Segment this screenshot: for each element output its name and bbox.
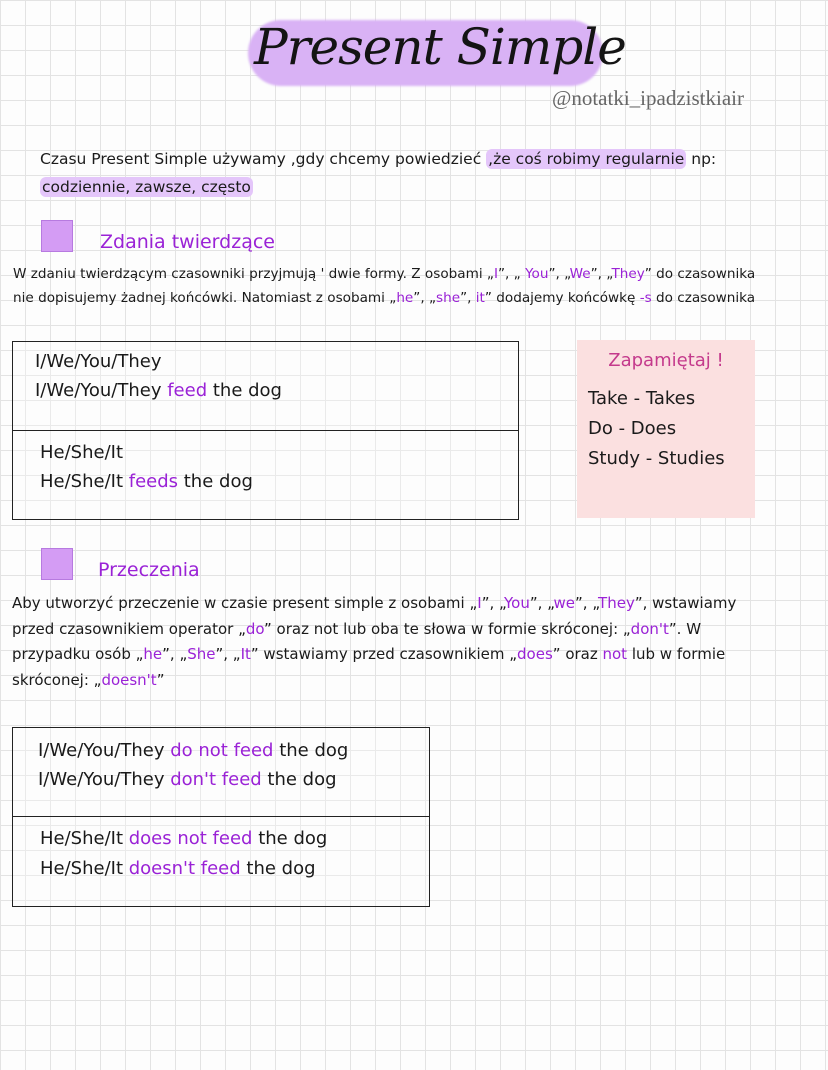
text: ” wstawiamy przed czasownikiem „ (250, 645, 518, 663)
text: They (611, 266, 645, 282)
text: W zdaniu twierdzącym czasowniki przyjmują ' dwie formy. Z osobami „ (13, 266, 494, 282)
table-subject: He/She/It (40, 442, 124, 463)
text: ”, „ (575, 594, 599, 612)
text: -s (639, 290, 652, 306)
text: He/She/It (40, 858, 129, 879)
text: do (245, 620, 265, 638)
remember-item: Do - Does (588, 418, 677, 439)
text: ”, „ (215, 645, 241, 663)
remember-title: Zapamiętaj ! (608, 350, 724, 371)
table-row (13, 430, 518, 519)
text: It (240, 645, 251, 663)
table-row (13, 816, 429, 906)
text: the dog (252, 828, 328, 849)
text: We (569, 266, 591, 282)
text: przypadku osób „ (12, 645, 144, 663)
table-row (13, 728, 429, 816)
text: You (504, 594, 530, 612)
text: we (553, 594, 576, 612)
text: ” dodajemy końcówkę (484, 290, 640, 306)
verb: do not feed (170, 740, 274, 761)
text: ”, „ (548, 266, 570, 282)
section-paragraph-line (13, 262, 755, 287)
text: He/She/It (40, 471, 129, 492)
text: ”, „ (413, 290, 437, 306)
text: Aby utworzyć przeczenie w czasie present simple z osobami „ (12, 594, 478, 612)
section-paragraph-line (12, 591, 736, 617)
text: ”, „ (498, 266, 526, 282)
table-example (38, 769, 337, 790)
section-marker (41, 548, 73, 580)
table-example (40, 471, 253, 492)
remember-box (577, 340, 755, 518)
text: ”, „ (162, 645, 188, 663)
text: he (396, 290, 414, 306)
verb: does not feed (128, 828, 253, 849)
section-paragraph-line (12, 617, 701, 643)
negative-table (12, 727, 430, 907)
author-handle: @notatki_ipadzistkiair (552, 86, 744, 110)
text: They (598, 594, 635, 612)
table-example (35, 380, 282, 401)
text: nie dopisujemy żadnej końcówki. Natomiast z osobami „ (13, 290, 397, 306)
table-subject: I/We/You/They (35, 351, 162, 372)
text: ”, „ (481, 594, 505, 612)
text: do czasownika (651, 290, 756, 306)
text: przed czasownikiem operator „ (12, 620, 246, 638)
text: skróconej: „ (12, 671, 102, 689)
text: I/We/You/They (35, 380, 168, 401)
text: the dog (261, 769, 337, 790)
affirmative-table (12, 341, 519, 520)
text: not (602, 645, 628, 663)
text: lub w formie (627, 645, 726, 663)
intro-highlight: codziennie, zawsze, często (42, 178, 251, 196)
text: the dog (178, 471, 253, 492)
text: ” do czasownika (644, 266, 756, 282)
text: she (436, 290, 461, 306)
text: don't (630, 620, 669, 638)
intro-text: np: (686, 150, 717, 168)
table-example (38, 740, 348, 761)
verb: don't feed (170, 769, 262, 790)
text: doesn't (101, 671, 157, 689)
text: the dog (240, 858, 316, 879)
remember-item: Study - Studies (588, 448, 725, 469)
verb: doesn't feed (128, 858, 241, 879)
text: the dog (207, 380, 282, 401)
verb: feeds (128, 471, 179, 492)
text: ”, „ (590, 266, 612, 282)
text: ”, (460, 290, 476, 306)
verb: feed (167, 380, 208, 401)
text: I (477, 594, 482, 612)
intro-text: Czasu Present Simple używamy ,gdy chcemy powiedzieć (40, 150, 487, 168)
text: the dog (273, 740, 349, 761)
text: does (517, 645, 553, 663)
text: She (187, 645, 216, 663)
title-block (240, 12, 626, 92)
intro-paragraph (40, 145, 800, 201)
page-title: Present Simple (254, 18, 626, 76)
table-row (13, 342, 518, 430)
text: You (525, 266, 549, 282)
text: he (143, 645, 163, 663)
section-paragraph-line (12, 668, 164, 694)
section-paragraph-line (12, 642, 725, 668)
text: ” oraz not lub oba te słowa w formie skróconej: „ (264, 620, 631, 638)
table-example (40, 828, 327, 849)
text: ” oraz (552, 645, 603, 663)
section-heading: Przeczenia (98, 559, 200, 581)
text: it (475, 290, 485, 306)
text: I/We/You/They (38, 740, 171, 761)
section-heading: Zdania twierdzące (100, 231, 275, 253)
table-example (40, 858, 316, 879)
text: He/She/It (40, 828, 129, 849)
section-paragraph-line (13, 286, 755, 311)
section-marker (41, 220, 73, 252)
text: ”. W (668, 620, 702, 638)
intro-highlight: ,że coś robimy regularnie (488, 150, 685, 168)
text: ”, wstawiamy (634, 594, 737, 612)
text: I (493, 266, 498, 282)
text: I/We/You/They (38, 769, 171, 790)
text: ”, „ (529, 594, 554, 612)
text: ” (156, 671, 165, 689)
remember-item: Take - Takes (588, 388, 696, 409)
